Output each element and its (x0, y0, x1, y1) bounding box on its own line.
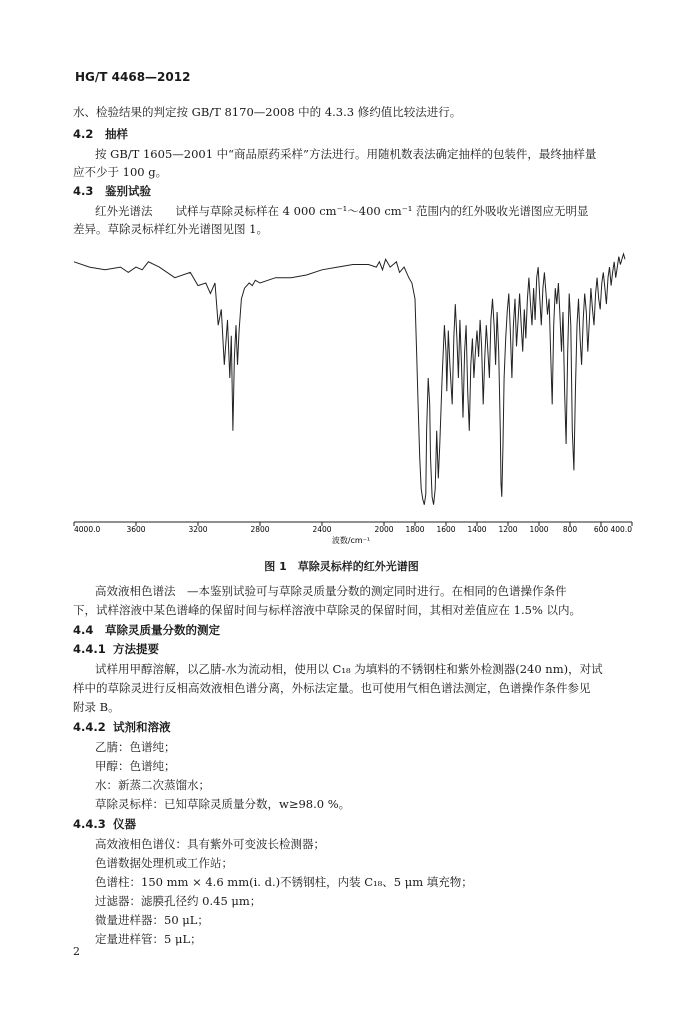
x-tick-label: 1800 (405, 525, 425, 534)
paragraph-ir-line-1: 红外光谱法 试样与草除灵标样在 4 000 cm⁻¹～400 cm⁻¹ 范围内的红外吸收光谱图应无明显 (95, 204, 589, 218)
section-number: 4.4.2 (73, 720, 106, 734)
x-tick-label: 1400 (467, 525, 487, 534)
x-tick-label: 3200 (188, 525, 208, 534)
instrument-item: 微量进样器：50 μL； (95, 913, 209, 927)
instrument-item: 色谱柱：150 mm × 4.6 mm(i. d.)不锈钢柱，内装 C₁₈、5 μm 填充物； (95, 875, 473, 889)
x-tick-label: 1200 (498, 525, 518, 534)
x-tick-label: 1600 (436, 525, 456, 534)
section-title: 试剂和溶液 (113, 720, 171, 734)
section-4-4-heading (73, 622, 220, 638)
instrument-item: 定量进样管：5 μL； (95, 932, 202, 946)
x-tick-label: 2800 (250, 525, 270, 534)
page-number: 2 (73, 945, 80, 958)
section-title: 抽样 (105, 127, 128, 141)
spectrum-line (74, 254, 625, 505)
paragraph-ir-line-2: 差异。草除灵标样红外光谱图见图 1。 (73, 222, 268, 236)
reagent-item: 甲醇：色谱纯； (95, 759, 176, 773)
x-tick-label: 3600 (126, 525, 146, 534)
x-tick-label: 400.0 (610, 525, 632, 534)
reagent-item: 乙腈：色谱纯； (95, 740, 176, 754)
section-number: 4.4.1 (73, 642, 106, 656)
x-axis-ticks (74, 522, 632, 534)
section-title: 方法提要 (113, 642, 159, 656)
x-tick-label: 600 (593, 525, 609, 534)
x-tick-label: 2400 (312, 525, 332, 534)
x-axis-label: 波数/cm⁻¹ (331, 536, 371, 545)
section-title: 仪器 (113, 817, 136, 831)
figure-caption: 图 1 草除灵标样的红外光谱图 (264, 560, 419, 573)
section-number: 4.4 (73, 623, 94, 637)
x-tick-label: 1000 (529, 525, 549, 534)
paragraph-sampling-line-1: 按 GB/T 1605—2001 中“商品原药采样”方法进行。用随机数表法确定抽样的包装件，最终抽样量 (95, 147, 597, 161)
reagent-item: 草除灵标样：已知草除灵质量分数，w≥98.0 %。 (95, 797, 351, 811)
paragraph-intro: 水、检验结果的判定按 GB/T 8170—2008 中的 4.3.3 修约值比较法进行。 (73, 105, 462, 119)
paragraph-method-line-2: 样中的草除灵进行反相高效液相色谱分离，外标法定量。也可使用气相色谱法测定，色谱操作条件参见 (73, 681, 591, 695)
section-title: 鉴别试验 (105, 184, 151, 198)
section-4-4-3-heading (73, 816, 136, 832)
section-4-4-2-heading (73, 719, 171, 735)
section-number: 4.3 (73, 184, 94, 198)
section-number: 4.2 (73, 127, 94, 141)
paragraph-hplc-line-2: 下，试样溶液中某色谱峰的保留时间与标样溶液中草除灵的保留时间，其相对差值应在 1.5% 以内。 (73, 603, 582, 617)
reagent-item: 水：新蒸二次蒸馏水； (95, 778, 210, 792)
instrument-item: 色谱数据处理机或工作站； (95, 856, 233, 870)
paragraph-method-line-3: 附录 B。 (73, 700, 120, 714)
standard-number: HG/T 4468—2012 (75, 70, 191, 84)
section-4-4-1-heading (73, 641, 159, 657)
paragraph-hplc-line-1: 高效液相色谱法 —本鉴别试验可与草除灵质量分数的测定同时进行。在相同的色谱操作条件 (95, 584, 567, 598)
section-4-3-heading (73, 183, 151, 199)
paragraph-sampling-line-2: 应不少于 100 g。 (73, 165, 168, 179)
x-tick-label: 4000.0 (74, 525, 101, 534)
ir-spectrum-chart (62, 240, 642, 545)
instrument-item: 过滤器：滤膜孔径约 0.45 μm； (95, 894, 262, 908)
section-4-2-heading (73, 126, 128, 142)
instrument-item: 高效液相色谱仪：具有紫外可变波长检测器； (95, 837, 325, 851)
section-number: 4.4.3 (73, 817, 106, 831)
x-tick-label: 800 (562, 525, 578, 534)
x-tick-label: 2000 (374, 525, 394, 534)
section-title: 草除灵质量分数的测定 (105, 623, 220, 637)
paragraph-method-line-1: 试样用甲醇溶解，以乙腈-水为流动相，使用以 C₁₈ 为填料的不锈钢柱和紫外检测器(240 nm)，对试 (95, 662, 603, 676)
